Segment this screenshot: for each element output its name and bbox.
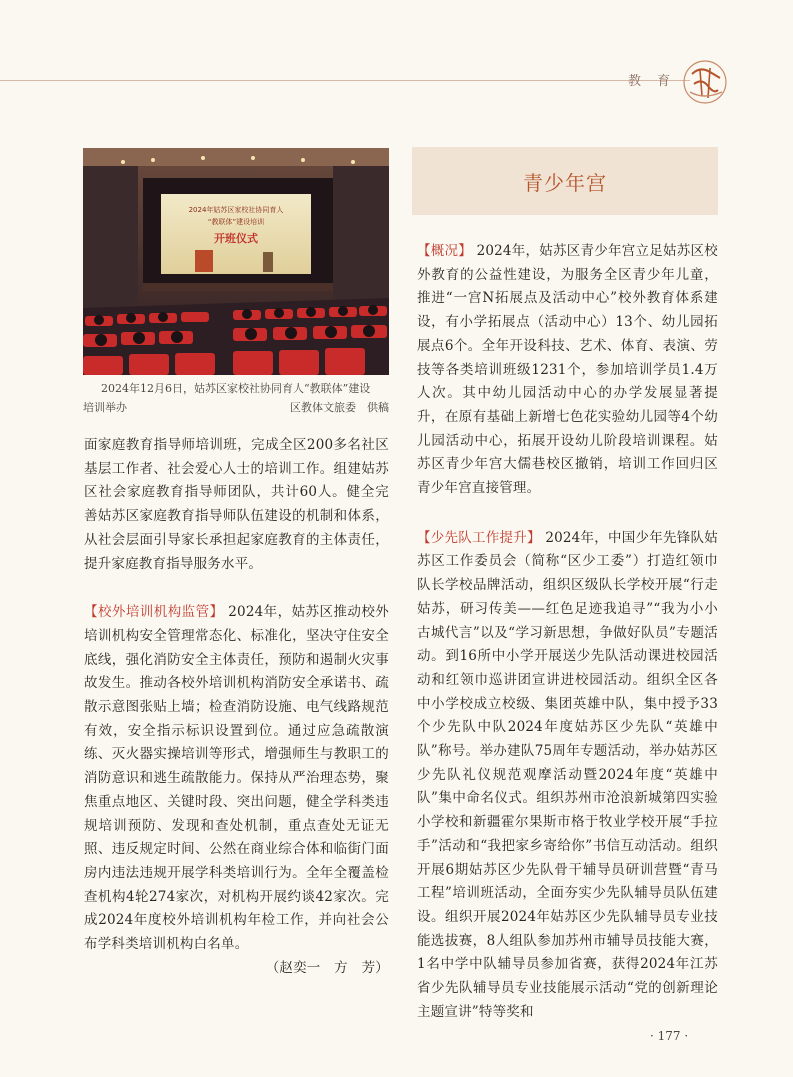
screen-line-1: 2024年姑苏区家校社协同育人 <box>188 206 284 214</box>
caption-line-2 <box>83 398 389 417</box>
training-event-photo <box>83 148 389 375</box>
right-paragraph-1-body: 2024年，姑苏区青少年宫立足姑苏区校外教育的公益性建设，为服务全区青少年儿童，推进“一宫N拓展点及活动中心”校外教育体系建设，有小学拓展点（活动中心）13个、幼儿园拓展点6个。全年开设科技、艺术、体育、表演、劳技等各类培训班级1231个，参加培训学员1.4万人次。其中幼儿园活动中心的办学发展显著提升，在原有基础上新增七色花实验幼儿园等4个幼儿园活动中心，拓展开设幼儿阶段培训课程。姑苏区青少年宫大儒巷校区撤销，培训工作回归区青少年宫直接管理。 <box>417 243 718 497</box>
screen-line-3: 开班仪式 <box>214 232 258 245</box>
section-tag: 【概况】 <box>417 243 473 259</box>
section-tag: 【少先队工作提升】 <box>417 529 541 546</box>
left-paragraph-2-body: 2024年，姑苏区推动校外培训机构安全管理常态化、标准化，坚决守住安全底线，强化消防安全主体责任，预防和遏制火灾事故发生。推动各校外培训机构消防安全承诺书、疏散示意图张贴上墙；检查消防设施、电气线路规范有效，安全指示标识设置到位。通过应急疏散演练、灭火器实操培训等形式，增强师生与教职工的消防意识和逃生疏散能力。保持从严治理态势，聚焦重点地区、关键时段、突出问题，健全学科类违规培训预防、发现和查处机制，重点查处无证无照、违反规定时间、公然在商业综合体和临街门面房内违法违规开展学科类培训行为。全年全覆盖检查机构4轮274家次，对机构开展约谈42家次。完成2024年度校外培训机构年检工作，并向社会公布学科类培训机构白名单。 <box>84 604 389 953</box>
right-paragraph-2-body: 2024年，中国少年先锋队姑苏区工作委员会（简称“区少工委”）打造红领巾队长学校品牌活动，组织区级队长学校开展“行走姑苏，研习传美——红色足迹我追寻”“我为小小古城代言”以及“学习新思想，争做好队员”专题活动。到16所中小学开展送少先队活动课进校园活动和红领巾巡讲团宣讲进校园活动。组织全区各中小学校成立校级、集团英雄中队，集中授予33个少先队中队2024年度姑苏区少先队“英雄中队”称号。举办建队75周年专题活动，举办姑苏区少先队礼仪规范观摩活动暨2024年度“英雄中队”集中命名仪式。组织苏州市沧浪新城第四实验小学校和新疆霍尔果斯市格于牧业学校开展“手拉手”活动和“我把家乡寄给你”书信互动活动。组织开展6期姑苏区少先队骨干辅导员研训营暨“青马工程”培训班活动，全面夯实少先队辅导员队伍建设。组织开展2024年姑苏区少先队辅导员专业技能选拔赛，8人组队参加苏州市辅导员技能大赛，1名中学中队辅导员参加省赛，获得2024年江苏省少先队辅导员专业技能展示活动“党的创新理论主题宣讲”特等奖和 <box>417 529 718 1020</box>
section-title-box <box>412 147 718 215</box>
left-column <box>84 434 389 980</box>
right-paragraph-1 <box>417 240 718 501</box>
left-paragraph-2 <box>84 601 389 957</box>
photo-caption <box>83 379 389 417</box>
section-tag: 【校外培训机构监管】 <box>84 604 224 621</box>
screen-line-2: “教联体”建设培训 <box>207 218 265 226</box>
section-label: 教 育 <box>628 74 677 89</box>
caption-credit: 区教体文旅委 供稿 <box>290 401 389 414</box>
header-rule <box>0 80 690 81</box>
education-emblem-icon <box>680 56 730 106</box>
caption-line-2-left: 培训举办 <box>83 401 127 414</box>
caption-line-1: 2024年12月6日，姑苏区家校社协同育人“教联体”建设 <box>101 382 371 395</box>
left-paragraph-1: 面家庭教育指导师培训班，完成全区200多名社区基层工作者、社会爱心人士的培训工作。组建姑苏区社会家庭教育指导师团队，共计60人。健全完善姑苏区家庭教育指导师队伍建设的机制和体系，从社会层面引导家长承担起家庭教育的主体责任，提升家庭教育指导服务水平。 <box>84 437 389 572</box>
author-source: （赵奕一 方 芳） <box>265 959 389 976</box>
section-title: 青少年宫 <box>523 171 607 195</box>
right-column <box>417 240 718 1025</box>
right-paragraph-2 <box>417 527 718 1025</box>
page-number: · 177 · <box>650 1029 689 1043</box>
